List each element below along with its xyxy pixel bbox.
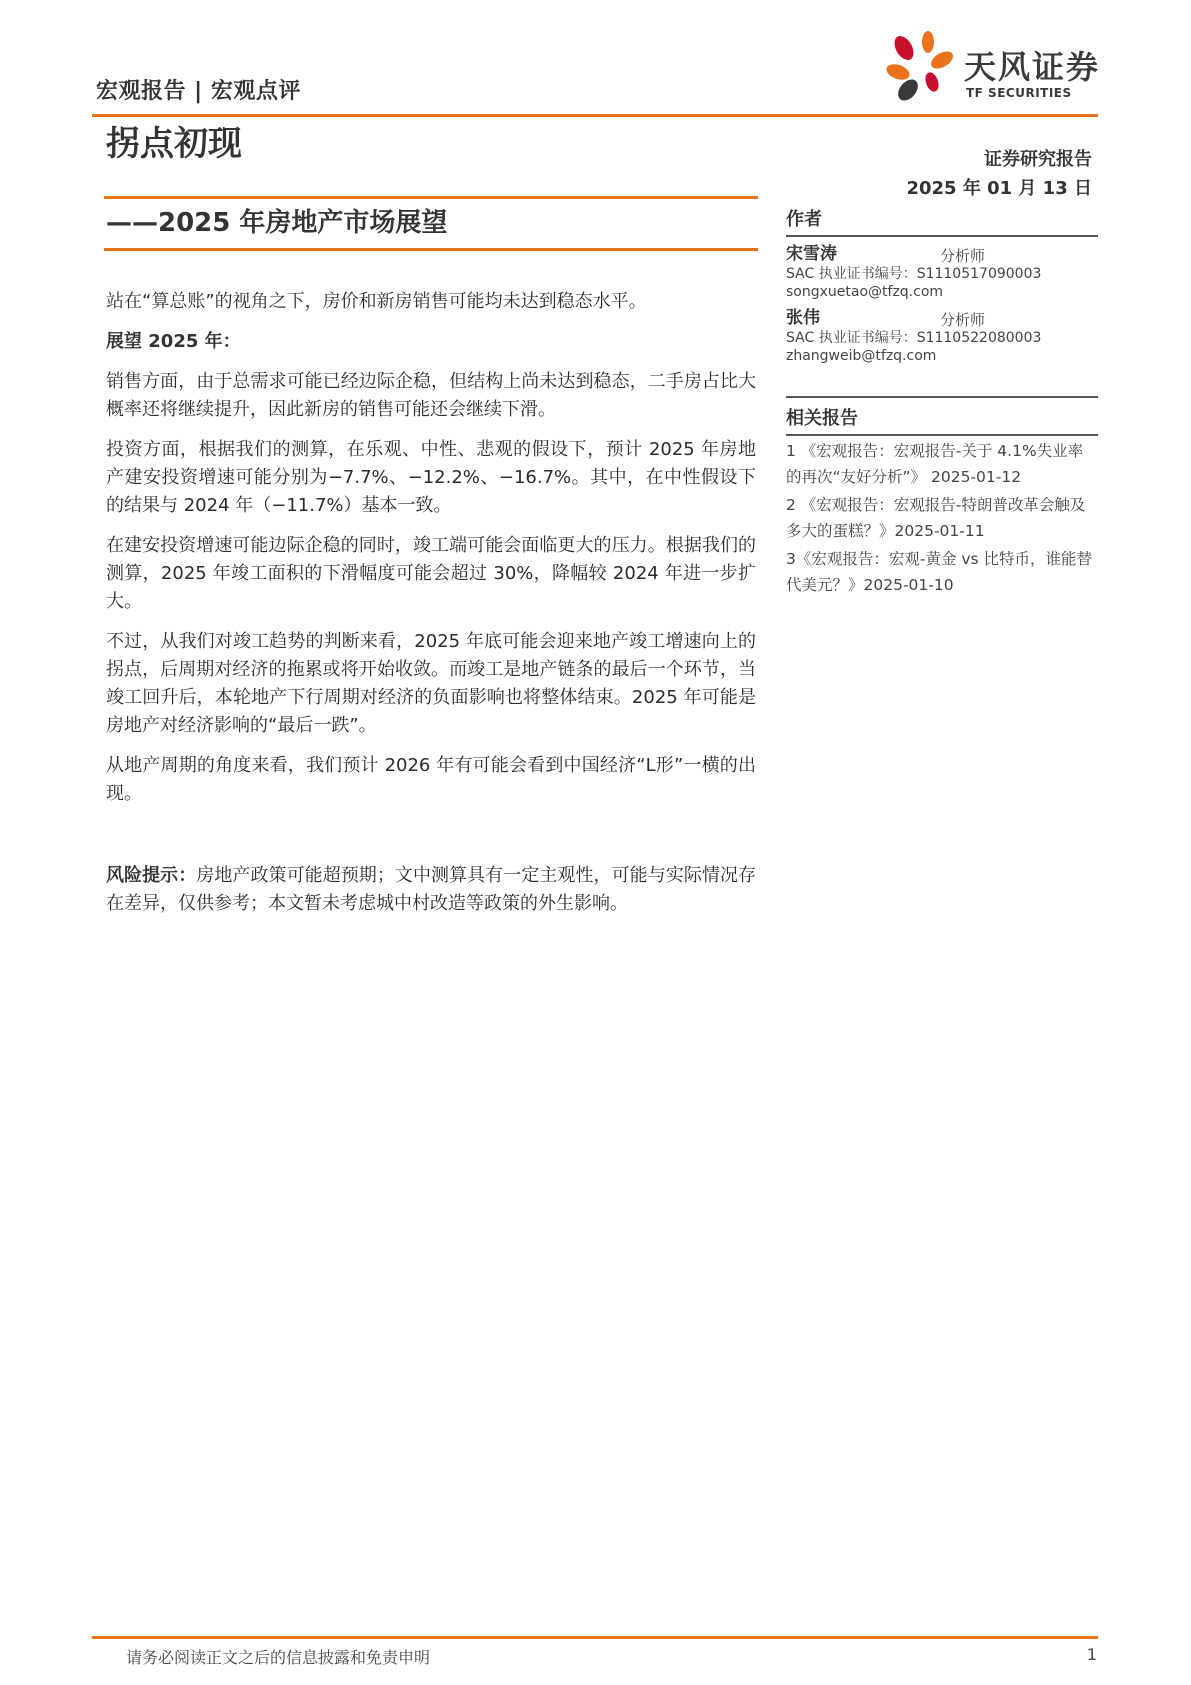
logo-chinese-name: 天风证券 — [964, 48, 1101, 86]
footer-disclaimer: 请务必阅读正文之后的信息披露和免责申明 — [126, 1648, 431, 1667]
author-sac-number: SAC 执业证书编号：S1110517090003 — [786, 266, 1042, 282]
related-heading: 相关报告 — [786, 408, 858, 429]
body-paragraph: 从地产周期的角度来看，我们预计 2026 年有可能会看到中国经济“L形”一横的出现。 — [106, 755, 756, 804]
risk-notice — [106, 862, 756, 918]
report-type-label: 证券研究报告 — [984, 149, 1092, 170]
related-reports-panel — [786, 396, 1098, 598]
body-paragraph: 在建安投资增速可能边际企稳的同时，竣工端可能会面临更大的压力。根据我们的测算，2025 年竣工面积的下滑幅度可能会超过 30%，降幅较 2024 年进一步扩大。 — [106, 535, 756, 612]
author-email[interactable]: songxuetao@tfzq.com — [786, 284, 944, 300]
authors-heading: 作者 — [786, 209, 822, 230]
header-divider — [92, 114, 1098, 117]
author-sac-number: SAC 执业证书编号：S1110522080003 — [786, 330, 1042, 346]
report-category: 宏观报告 | 宏观点评 — [96, 79, 301, 104]
related-divider-top — [786, 396, 1098, 398]
logo-english-name: TF SECURITIES — [966, 86, 1072, 100]
body-paragraph: 不过，从我们对竣工趋势的判断来看，2025 年底可能会迎来地产竣工增速向上的拐点，后周期对经济的拖累或将开始收敛。而竣工是地产链条的最后一个环节，当竣工回升后，本轮地产下行周期对经济的负面影响也将整体结束。2025 年可能是房地产对经济影响的“最后一跌”。 — [106, 631, 756, 736]
related-report-link[interactable]: 3《宏观报告：宏观-黄金 vs 比特币，谁能替代美元？》2025-01-10 — [786, 550, 1093, 594]
report-date: 2025 年 01 月 13 日 — [906, 178, 1092, 199]
author-entry — [786, 309, 1098, 365]
authors-divider — [786, 235, 1098, 237]
report-body — [106, 288, 756, 930]
author-role: 分析师 — [940, 247, 986, 265]
body-paragraph: 站在“算总账”的视角之下，房价和新房销售可能均未达到稳态水平。 — [106, 291, 647, 312]
author-entry — [786, 245, 1098, 301]
authors-panel — [786, 205, 1098, 365]
related-divider — [786, 434, 1098, 436]
author-name: 张伟 — [786, 308, 820, 328]
author-role: 分析师 — [940, 311, 986, 329]
risk-text: 房地产政策可能超预期；文中测算具有一定主观性，可能与实际情况存在差异，仅供参考；本文暂未考虑城中村改造等政策的外生影响。 — [106, 865, 757, 914]
page-title: 拐点初现 — [106, 124, 242, 164]
footer-divider — [92, 1636, 1098, 1639]
subtitle-divider-bottom — [104, 248, 758, 251]
subtitle-divider-top — [104, 196, 758, 199]
related-report-link[interactable]: 1 《宏观报告：宏观报告-关于 4.1%失业率的再次“友好分析”》 2025-01-12 — [786, 442, 1084, 486]
risk-label: 风险提示： — [106, 865, 197, 886]
author-name: 宋雪涛 — [786, 244, 837, 264]
body-paragraph: 投资方面，根据我们的测算，在乐观、中性、悲观的假设下，预计 2025 年房地产建安投资增速可能分别为−7.7%、−12.2%、−16.7%。其中，在中性假设下的结果与 2024 年（−11.7%）基本一致。 — [106, 439, 756, 516]
company-logo — [884, 30, 1104, 106]
body-paragraph: 销售方面，由于总需求可能已经边际企稳，但结构上尚未达到稳态，二手房占比大概率还将继续提升，因此新房的销售可能还会继续下滑。 — [106, 371, 756, 420]
page-subtitle: ——2025 年房地产市场展望 — [106, 208, 448, 238]
page-number: 1 — [1086, 1645, 1097, 1664]
outlook-heading: 展望 2025 年： — [106, 331, 241, 352]
author-email[interactable]: zhangweib@tfzq.com — [786, 348, 937, 364]
logo-flower-icon — [884, 30, 960, 106]
related-report-link[interactable]: 2 《宏观报告：宏观报告-特朗普改革会触及多大的蛋糕？》2025-01-11 — [786, 496, 1086, 540]
